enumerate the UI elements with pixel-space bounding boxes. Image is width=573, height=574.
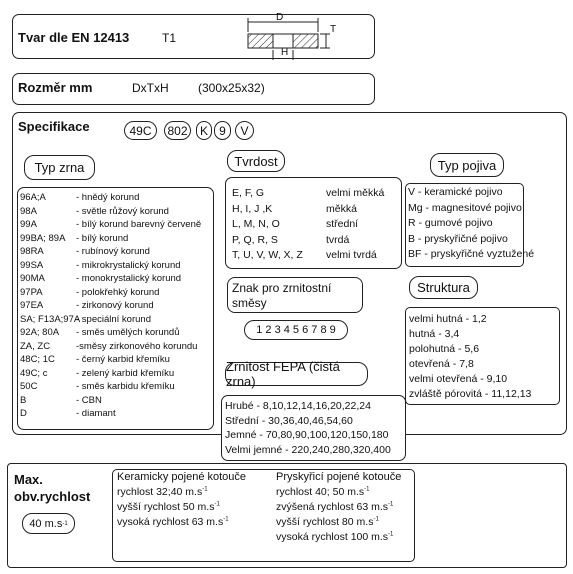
grain-desc: - polokřehký korund	[76, 286, 160, 298]
spec-code-grain: 49C	[124, 121, 157, 140]
grain-desc: - zelený karbid křemíku	[76, 367, 175, 379]
spec-label: Specifikace	[18, 119, 90, 134]
resin-row-text: vysoká rychlost 100 m.s	[276, 531, 389, 543]
grain-code: 49C; c	[20, 367, 48, 379]
ceramic-row	[117, 501, 220, 513]
speed-label-2: obv.rychlost	[14, 489, 91, 504]
grain-code: 99SA	[20, 259, 44, 271]
ceramic-row-text: vyšší rychlost 50 m.s	[117, 501, 215, 513]
ceramic-row-exp: -1	[202, 486, 208, 493]
shape-label: Tvar dle EN 12413	[18, 30, 130, 45]
dim-t-label: T	[330, 24, 337, 35]
resin-row	[276, 486, 369, 498]
hardness-title: Tvrdost	[227, 150, 285, 172]
grain-code: 98RA	[20, 246, 44, 257]
grain-code: SA; F13A;97A	[20, 313, 81, 325]
size-format: DxTxH	[132, 81, 169, 95]
structure-row: hutná - 3,4	[409, 328, 460, 340]
fepa-title: Zrnitost FEPA (čistá zrna)	[225, 362, 368, 386]
grain-desc: - směs umělých korundů	[76, 327, 180, 338]
hardness-desc: velmi měkká	[326, 187, 385, 199]
hardness-grades: T, U, V, W, X, Z	[232, 249, 303, 261]
resin-row-text: vyšší rychlost 80 m.s	[276, 516, 374, 528]
structure-title: Struktura	[409, 276, 478, 299]
hardness-desc: měkká	[326, 202, 357, 215]
hardness-desc: střední	[326, 218, 359, 230]
grain-desc: - diamant	[76, 408, 116, 419]
hardness-desc: velmi tvrdá	[326, 249, 377, 261]
ceramic-row-text: rychlost 32;40 m.s	[117, 486, 203, 498]
structure-row: velmi otevřená - 9,10	[409, 373, 508, 385]
grain-desc: - bílý korund	[76, 232, 129, 244]
resin-row	[276, 501, 393, 513]
grain-code: 96A;A	[20, 192, 46, 203]
hardness-grades: L, M, N, O	[232, 218, 280, 230]
grain-desc: - zirkonový korund	[76, 300, 154, 311]
ceramic-title: Keramicky pojené kotouče	[117, 471, 247, 483]
grit-sign-digits: 1 2 3 4 5 6 7 8 9	[244, 320, 348, 340]
resin-row-exp: -1	[373, 516, 379, 523]
grain-desc: - světle růžový korund	[76, 205, 169, 217]
grit-sign-title-1: Znak pro zrnitostní	[232, 281, 332, 295]
grain-code: 97PA	[20, 286, 43, 298]
resin-title: Pryskyřicí pojené kotouče	[276, 471, 402, 483]
resin-row-exp: -1	[364, 486, 370, 493]
bond-row: B - pryskyřičné pojivo	[408, 232, 508, 245]
grit-sign-title-2: směsy	[232, 296, 267, 310]
ceramic-row-text: vysoká rychlost 63 m.s	[117, 516, 224, 528]
structure-row: polohutná - 5,6	[409, 343, 480, 355]
ceramic-row-exp: -1	[223, 516, 229, 523]
resin-row-text: rychlost 40; 50 m.s	[276, 486, 365, 498]
bond-row: V - keramické pojivo	[408, 186, 503, 198]
grain-desc: - černý karbid křemíku	[76, 354, 170, 365]
grain-desc: - rubínový korund	[76, 246, 150, 257]
bond-row: BF - pryskyřičné vyztužené	[408, 248, 535, 260]
fepa-row: Hrubé - 8,10,12,14,16,20,22,24	[225, 400, 371, 412]
hardness-grades: P, Q, R, S	[232, 233, 278, 246]
ceramic-row-exp: -1	[214, 501, 220, 508]
grain-code: 90MA	[20, 273, 45, 284]
speed-value: 40 m.s -1	[22, 513, 75, 534]
grain-desc: - bílý korund barevný červeně	[76, 219, 202, 230]
fepa-row: Střední - 30,36,40,46,54,60	[225, 414, 353, 427]
dim-d-label: D	[276, 12, 284, 23]
spec-code-bond: V	[235, 121, 254, 140]
resin-row	[276, 516, 379, 528]
spec-code-hardness: K	[196, 121, 212, 140]
bond-row: R - gumové pojivo	[408, 217, 493, 229]
grain-code: B	[20, 394, 27, 406]
grain-code: 99BA; 89A	[20, 232, 66, 244]
bond-title: Typ pojiva	[430, 153, 504, 177]
resin-row-text: zvýšená rychlost 63 m.s	[276, 501, 389, 513]
grain-desc: - hnědý korund	[76, 192, 140, 203]
size-value: (300x25x32)	[198, 81, 265, 95]
resin-row-exp: -1	[388, 501, 394, 508]
size-label: Rozměr mm	[18, 80, 93, 95]
grain-desc: - směs karbidu křemíku	[76, 381, 175, 392]
grain-desc: - monokrystalický korund	[76, 273, 182, 284]
resin-row-exp: -1	[388, 531, 394, 538]
resin-row	[276, 531, 393, 543]
hardness-grades: H, I, J ,K	[232, 202, 273, 215]
grain-code: 98A	[20, 205, 37, 217]
spec-code-grit: 802	[164, 121, 191, 140]
dim-h-label: H	[281, 47, 289, 58]
structure-row: velmi hutná - 1,2	[409, 313, 487, 325]
grain-desc: - CBN	[76, 394, 102, 406]
ceramic-row	[117, 486, 208, 498]
grain-desc: -směsy zirkonového korundu	[76, 340, 198, 352]
grain-desc: - mikrokrystalický korund	[76, 259, 181, 271]
grain-code: 92A; 80A	[20, 327, 60, 338]
bond-row: Mg - magnesitové pojivo	[408, 201, 522, 214]
shape-code: T1	[162, 31, 177, 45]
grain-code: D	[20, 408, 27, 419]
ceramic-row	[117, 516, 229, 528]
grain-code: 48C; 1C	[20, 354, 55, 365]
grain-code: 50C	[20, 381, 38, 392]
spec-code-structure: 9	[214, 121, 231, 140]
structure-row: otevřená - 7,8	[409, 358, 474, 370]
hardness-desc: tvrdá	[326, 233, 350, 246]
fepa-row: Velmi jemné - 220,240,280,320,400	[225, 443, 391, 456]
speed-label-1: Max.	[14, 472, 43, 487]
grain-code: 97EA	[20, 300, 44, 311]
hardness-grades: E, F, G	[232, 187, 265, 199]
grain-code: ZA, ZC	[20, 340, 51, 352]
structure-row: zvláště pórovitá - 11,12,13	[409, 388, 532, 400]
grain-code: 99A	[20, 219, 37, 230]
fepa-row: Jemné - 70,80,90,100,120,150,180	[225, 429, 389, 441]
grain-title: Typ zrna	[24, 155, 95, 180]
grain-desc: - speciální korund	[76, 313, 151, 325]
